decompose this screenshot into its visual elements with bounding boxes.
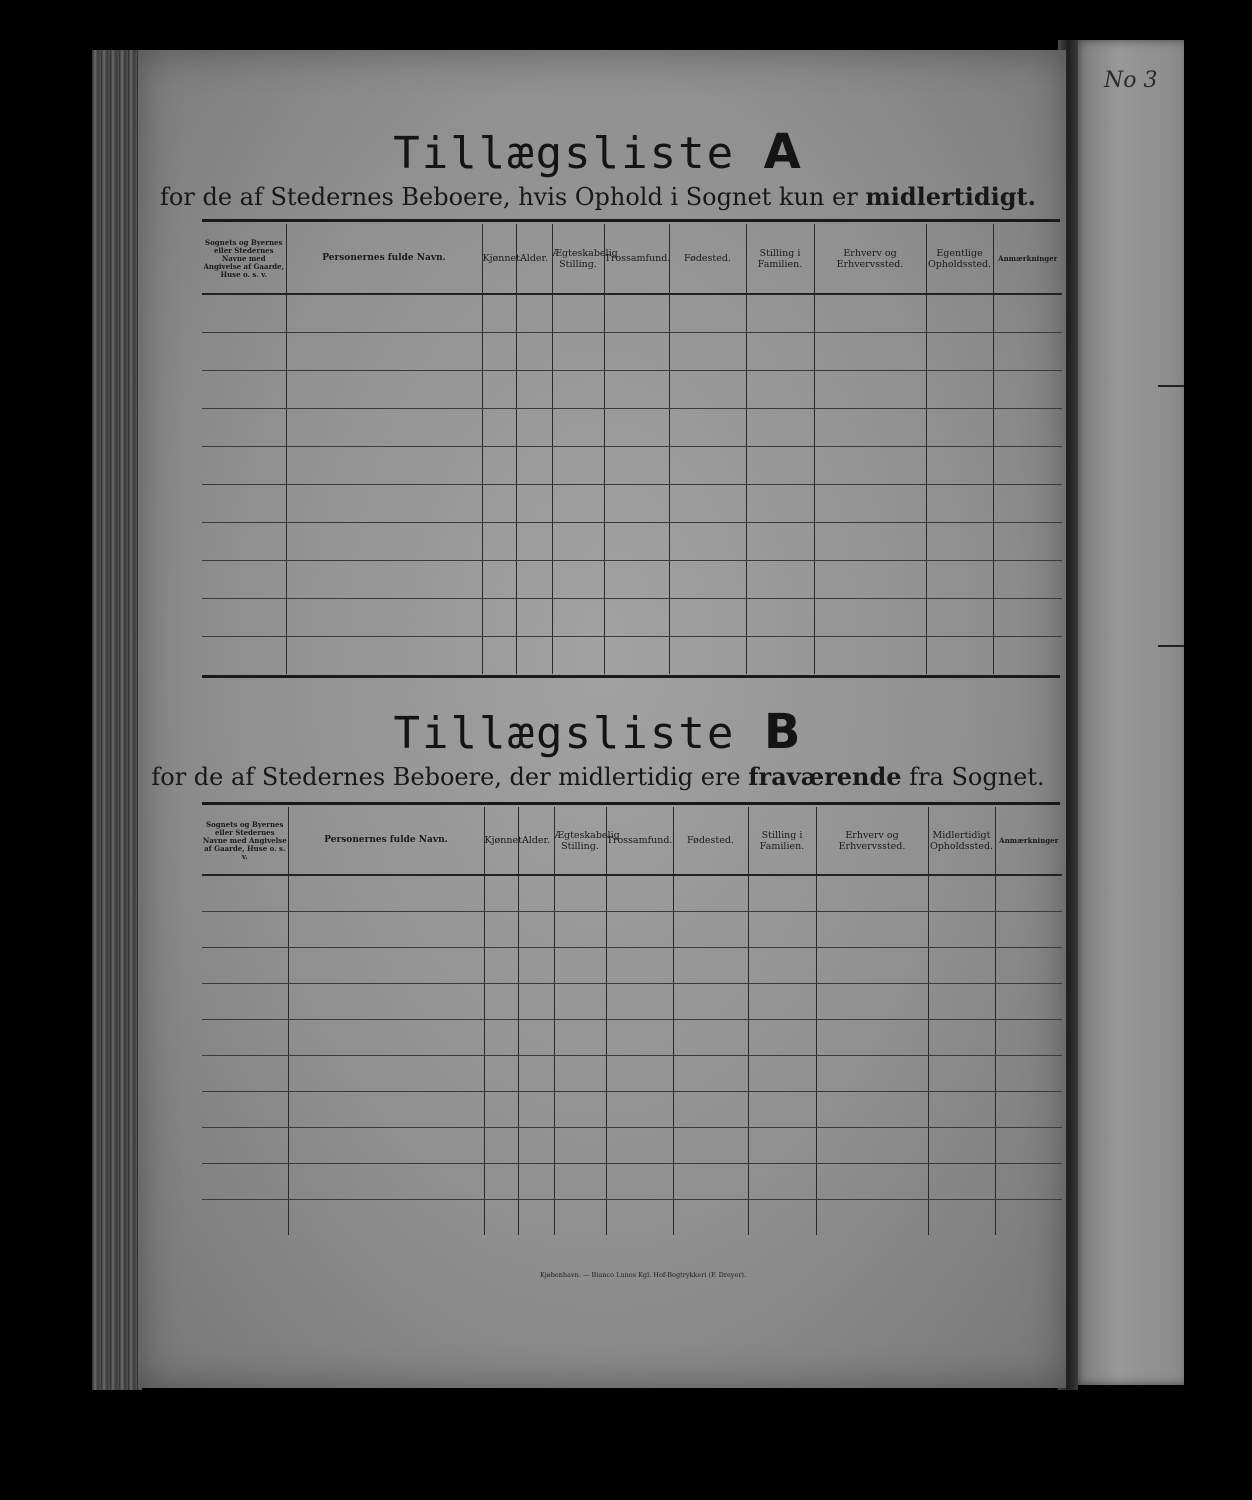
table-row: [202, 636, 1062, 674]
col-header-sex: Kjønnet.: [484, 807, 518, 875]
list-a-top-rule: [202, 219, 1060, 222]
table-row: [202, 1163, 1062, 1199]
col-header-age: Alder.: [516, 224, 552, 294]
table-row: [202, 1055, 1062, 1091]
col-header-residence: Egentlige Opholdssted.: [926, 224, 993, 294]
list-a-title-word: Tillægsliste: [393, 128, 736, 179]
table-row: [202, 560, 1062, 598]
edge-rule: [1158, 645, 1184, 647]
table-row: [202, 332, 1062, 370]
page-number-mark: No 3: [1104, 68, 1158, 93]
table-row: [202, 294, 1062, 332]
table-row: [202, 522, 1062, 560]
col-header-temporary-residence: Midlertidigt Opholdssted.: [928, 807, 995, 875]
list-a-title: [138, 124, 1058, 180]
next-page-edge: [1074, 40, 1184, 1385]
list-b-table: [202, 807, 1062, 1235]
book-edge: [92, 50, 142, 1390]
col-header-location: Sognets og Byernes eller Stedernes Navne med Angivelse af Gaarde, Huse o. s. v.: [202, 807, 288, 875]
col-header-location: Sognets og Byernes eller Stedernes Navne med Angivelse af Gaarde, Huse o. s. v.: [202, 224, 286, 294]
table-row: [202, 370, 1062, 408]
table-row: [202, 408, 1062, 446]
list-a-subtitle: [138, 182, 1058, 211]
list-b-subtitle: [138, 762, 1058, 791]
table-row: [202, 484, 1062, 522]
col-header-marital: Ægteskabelig Stilling.: [554, 807, 606, 875]
col-header-remarks: Anmærkninger: [995, 807, 1062, 875]
table-row: [202, 875, 1062, 911]
col-header-name: Personernes fulde Navn.: [288, 807, 484, 875]
table-row: [202, 1127, 1062, 1163]
table-row: [202, 1019, 1062, 1055]
list-a-table: [202, 224, 1062, 674]
list-a-header-row: [202, 224, 1062, 294]
list-b-header-row: [202, 807, 1062, 875]
col-header-family-position: Stilling i Familien.: [746, 224, 814, 294]
col-header-religion: Trossamfund.: [604, 224, 669, 294]
col-header-birthplace: Fødested.: [669, 224, 746, 294]
table-row: [202, 1199, 1062, 1235]
list-b-subtitle-emphasis: fraværende: [748, 762, 902, 791]
col-header-marital: Ægteskabelig Stilling.: [552, 224, 604, 294]
col-header-occupation: Erhverv og Erhvervssted.: [814, 224, 926, 294]
list-b-subtitle-text-end: fra Sognet.: [901, 763, 1045, 791]
list-a-title-letter: A: [763, 124, 803, 180]
col-header-age: Alder.: [518, 807, 554, 875]
col-header-occupation: Erhverv og Erhvervssted.: [816, 807, 928, 875]
list-b-top-rule: [202, 802, 1060, 805]
list-a-subtitle-emphasis: midlertidigt.: [865, 182, 1036, 211]
col-header-religion: Trossamfund.: [606, 807, 673, 875]
table-row: [202, 598, 1062, 636]
col-header-sex: Kjønnet.: [482, 224, 516, 294]
list-b-body: [202, 875, 1062, 1235]
list-a-bottom-rule: [202, 675, 1060, 678]
list-b-title-word: Tillægsliste: [393, 708, 736, 759]
col-header-birthplace: Fødested.: [673, 807, 748, 875]
table-row: [202, 911, 1062, 947]
table-row: [202, 947, 1062, 983]
table-row: [202, 446, 1062, 484]
list-a-body: [202, 294, 1062, 674]
table-row: [202, 983, 1062, 1019]
col-header-name: Personernes fulde Navn.: [286, 224, 482, 294]
col-header-family-position: Stilling i Familien.: [748, 807, 816, 875]
list-b-title-letter: B: [763, 704, 803, 760]
list-b-title: [138, 704, 1058, 760]
table-row: [202, 1091, 1062, 1127]
edge-rule: [1158, 385, 1184, 387]
col-header-remarks: Anmærkninger: [993, 224, 1062, 294]
list-b-subtitle-text: for de af Stedernes Beboere, der midlertidig ere: [151, 763, 749, 791]
printer-imprint: Kjøbenhavn. — Bianco Lunos Kgl. Hof-Bogtrykkeri (F. Dreyer).: [539, 1271, 747, 1279]
list-a-subtitle-text: for de af Stedernes Beboere, hvis Ophold i Sognet kun er: [160, 183, 866, 211]
